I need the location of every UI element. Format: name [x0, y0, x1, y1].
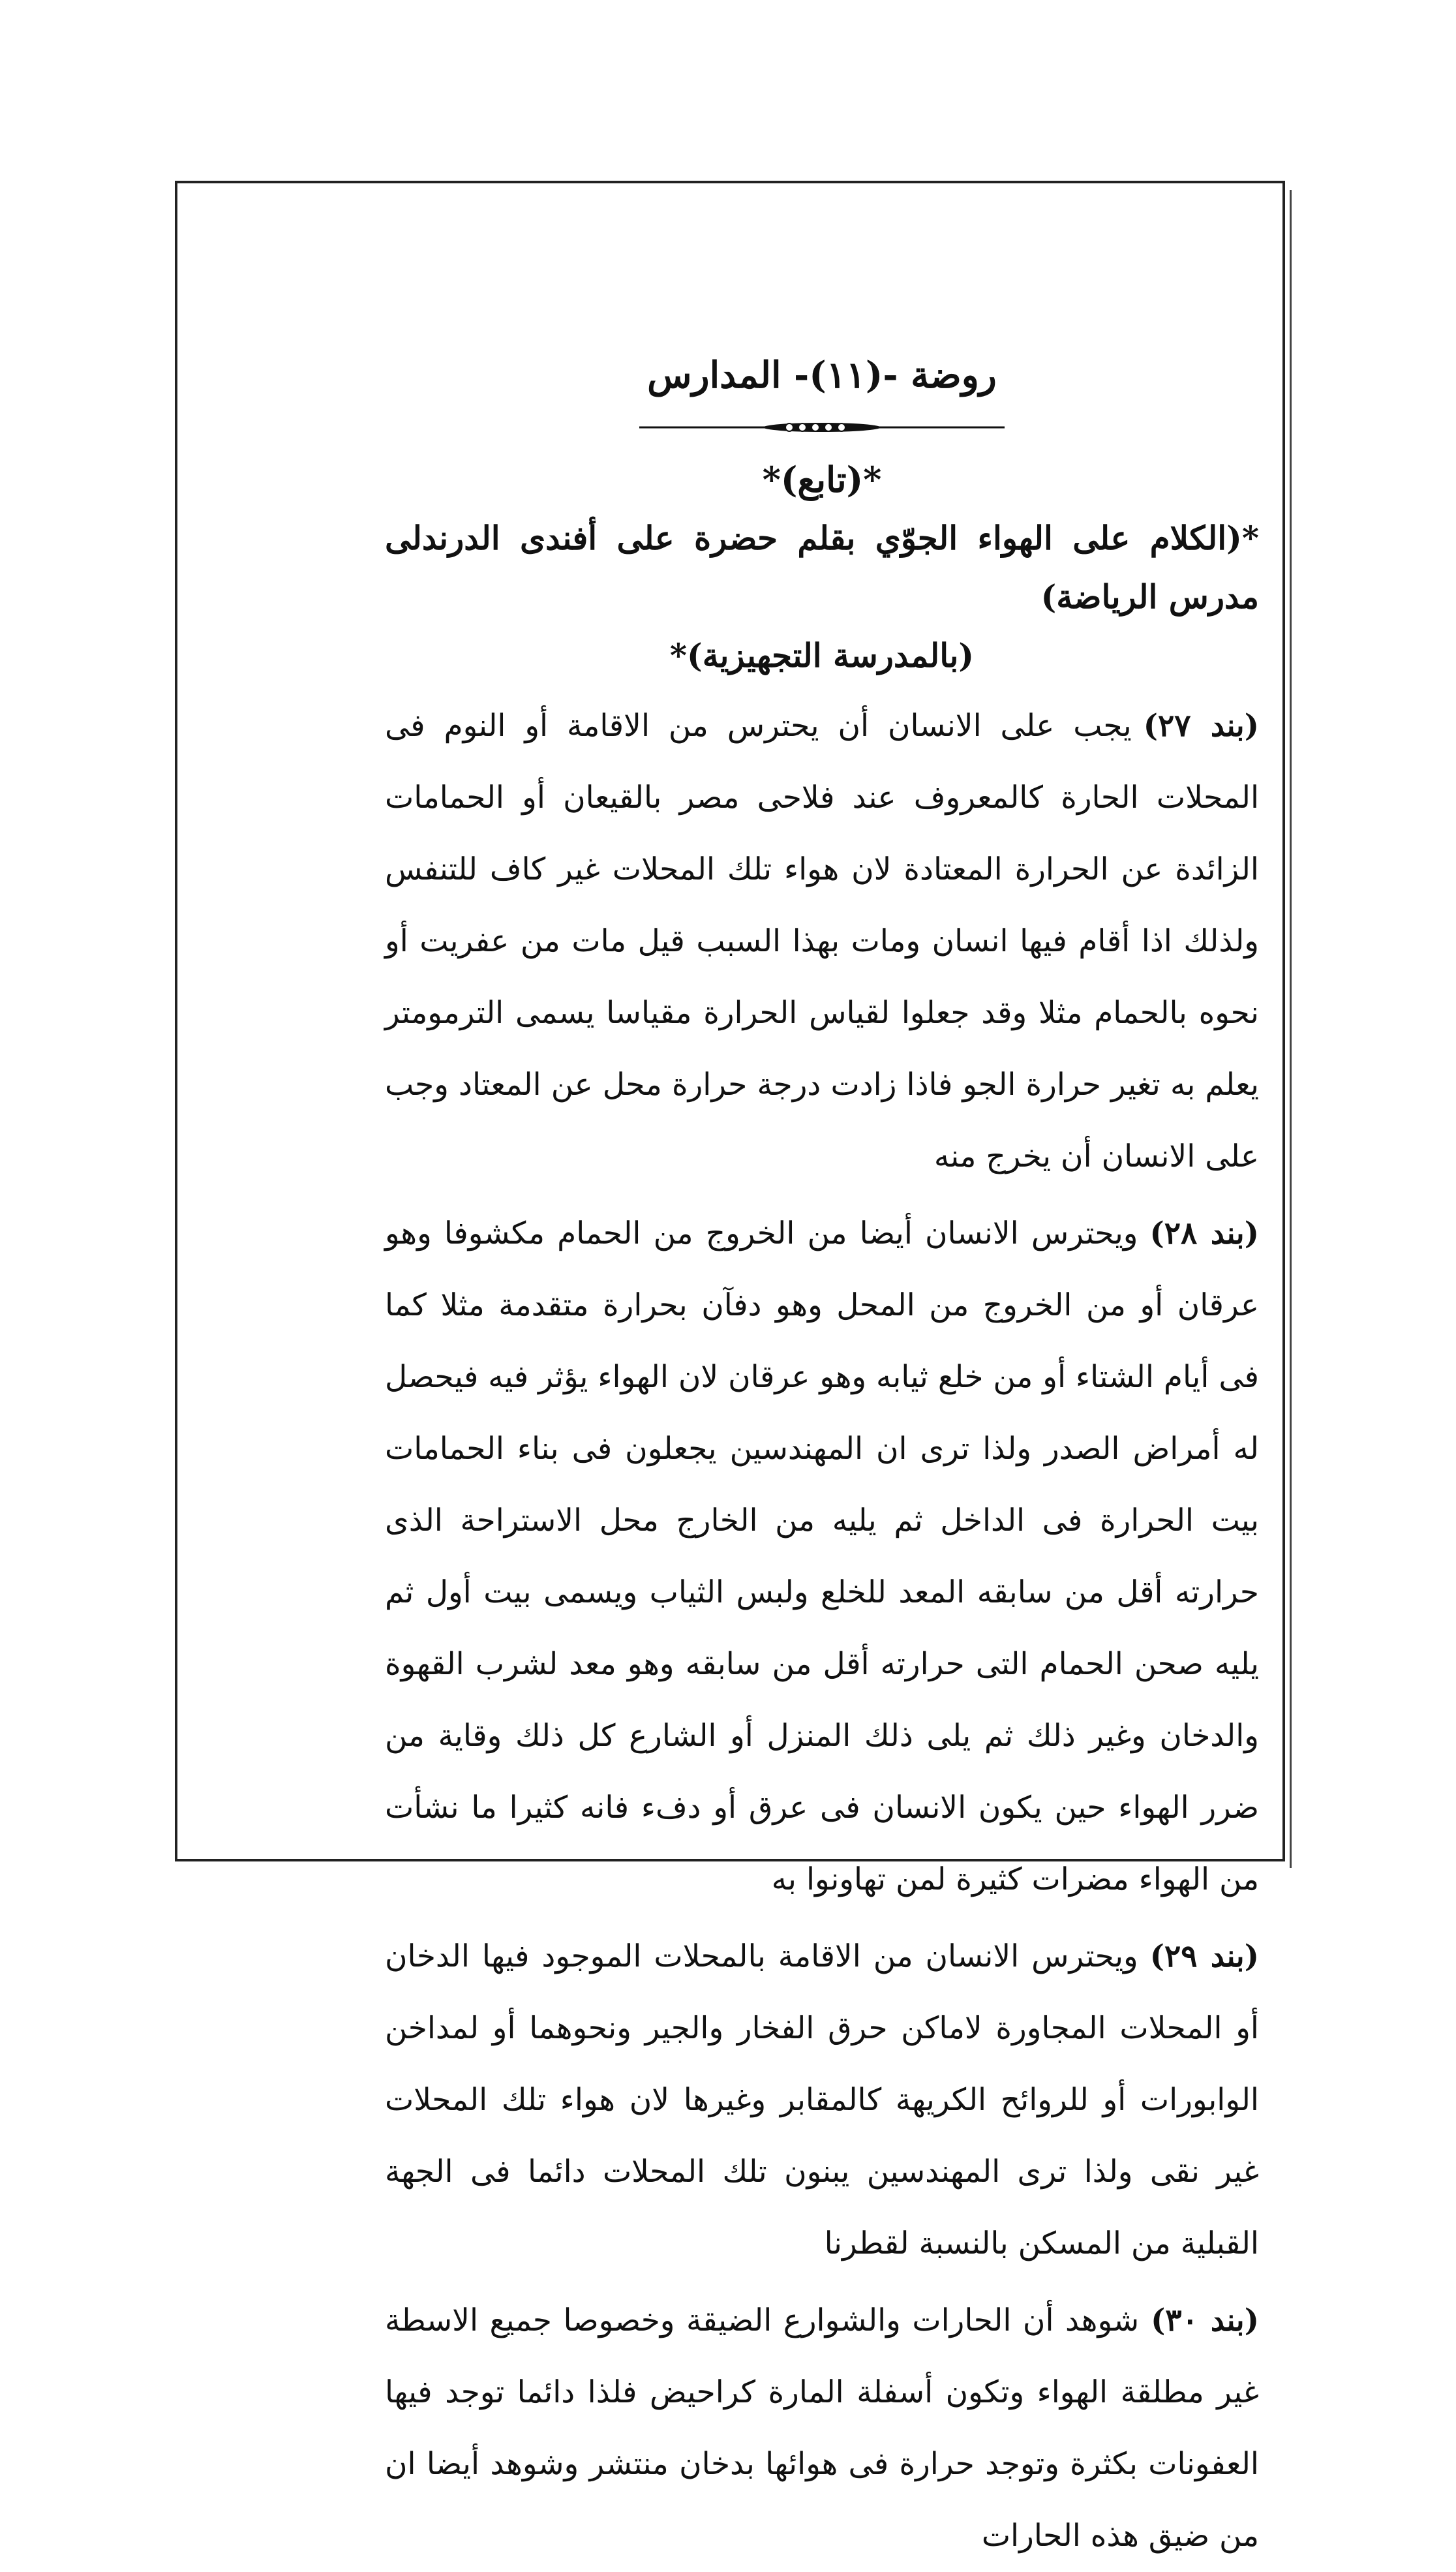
- paragraph-text: شوهد أن الحارات والشوارع الضيقة وخصوصا جميع الاسطة غير مطلقة الهواء وتكون أسفلة المارة كراحيض فلذا دائما توجد فيها العفونات بكثرة وتوجد حرارة فى هوائها بدخان منتشر وشوهد أيضا ان من ضيق هذه الحارات: [385, 2303, 1259, 2554]
- paragraph-text: يجب على الانسان أن يحترس من الاقامة أو النوم فى المحلات الحارة كالمعروف عند فلاحى مصر بالقيعان أو الحمامات الزائدة عن الحرارة المعتادة لان هواء تلك المحلات غير كاف للتنفس ولذلك اذا أقام فيها انسان ومات بهذا السبب قيل مات من عفريت أو نحوه بالحمام مثلا وقد جعلوا لقياس الحرارة مقياسا يسمى الترمومتر يعلم به تغير حرارة الجو فاذا زادت درجة حرارة محل عن المعتاد وجب على الانسان أن يخرج منه: [385, 708, 1259, 1174]
- clause-number: (بند ٢٨): [1149, 1216, 1259, 1251]
- article-title-line-2: (بالمدرسة التجهيزية)*: [669, 636, 975, 675]
- clause-number: (بند ٢٩): [1149, 1938, 1259, 1974]
- clause-number: (بند ٢٧): [1143, 708, 1259, 744]
- paragraph-clause-29: [385, 1921, 1259, 2280]
- paragraph-text: ويحترس الانسان أيضا من الخروج من الحمام مكشوفا وهو عرقان أو من الخروج من المحل وهو دفآن بحرارة متقدمة مثلا كما فى أيام الشتاء أو من خلع ثيابه وهو عرقان لان الهواء يؤثر فيه فيحصل له أمراض الصدر ولذا ترى ان المهندسين يجعلون فى بناء الحمامات بيت الحرارة فى الداخل ثم يليه من الخارج محل الاستراحة الذى حرارته أقل من سابقه المعد للخلع ولبس الثياب ويسمى بيت أول ثم يليه صحن الحمام التى حرارته أقل من سابقه وهو معد لشرب القهوة والدخان وغير ذلك ثم يلى ذلك المنزل أو الشارع كل ذلك وقاية من ضرر الهواء حين يكون الانسان فى عرق أو دفء فانه كثيرا ما نشأت من الهواء مضرات كثيرة لمن تهاونوا به: [385, 1216, 1259, 1897]
- article-title-line-1: *(الكلام على الهواء الجوّي بقلم حضرة على أفندى الدرندلى مدرس الرياضة): [385, 519, 1259, 616]
- clause-number: (بند ٣٠): [1151, 2303, 1259, 2338]
- paragraph-clause-28: [385, 1198, 1259, 1916]
- ornamental-divider: [639, 418, 1005, 437]
- document-page: [385, 333, 1259, 2572]
- paragraph-text: ويحترس الانسان من الاقامة بالمحلات الموجود فيها الدخان أو المحلات المجاورة لاماكن حرق الفخار والجير ونحوهما أو لمداخن الوابورات أو للروائح الكريهة كالمقابر وغيرها لان هواء تلك المحلات غير نقى ولذا ترى المهندسين يبنون تلك المحلات دائما فى الجهة القبلية من المسكن بالنسبة لقطرنا: [385, 1938, 1259, 2261]
- page-header-title: روضة -(١١)- المدارس: [647, 354, 997, 397]
- paragraph-clause-30: [385, 2285, 1259, 2572]
- paragraph-clause-27: [385, 690, 1259, 1193]
- continued-subheading: *(تابع)*: [762, 459, 882, 500]
